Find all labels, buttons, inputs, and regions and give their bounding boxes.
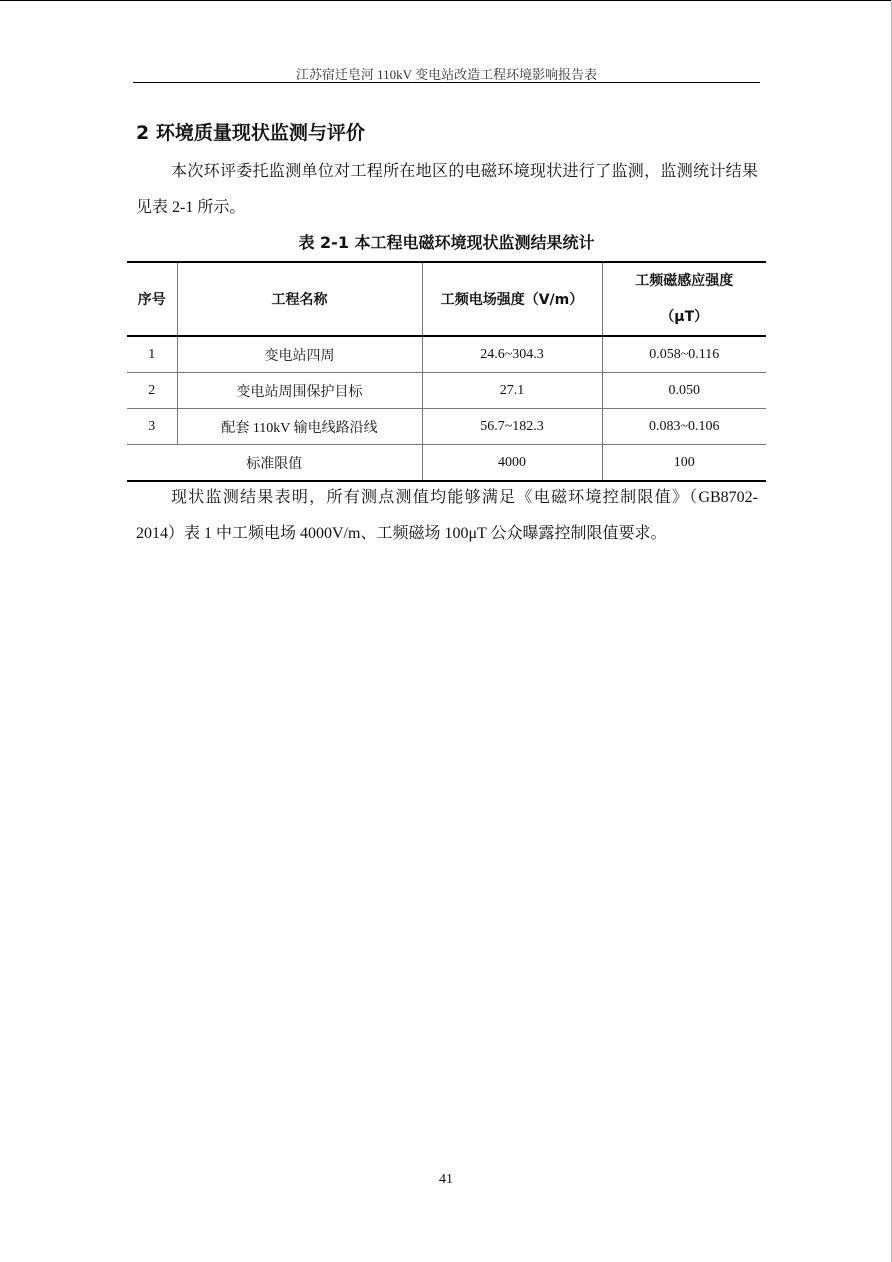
standard-limit-row (127, 445, 766, 482)
table-row (127, 409, 766, 445)
intro-paragraph: 本次环评委托监测单位对工程所在地区的电磁环境现状进行了监测，监测统计结果见表 2-1 所示。 (136, 163, 758, 216)
cell-project-name: 变电站四周 (177, 336, 422, 373)
header-magnetic-field (602, 262, 766, 336)
header-electric-field: 工频电场强度（V/m） (422, 262, 602, 336)
cell-project-name: 变电站周围保护目标 (177, 373, 422, 409)
monitoring-results-table (127, 261, 766, 482)
table-row (127, 373, 766, 409)
header-project-name: 工程名称 (177, 262, 422, 336)
cell-magnetic-field: 0.083~0.106 (602, 409, 766, 445)
page-top-border (0, 0, 892, 1)
conclusion-paragraph: 现状监测结果表明，所有测点测值均能够满足《电磁环境控制限值》（GB8702-2014）表 1 中工频电场 4000V/m、工频磁场 100μT 公众曝露控制限值要求。 (136, 489, 758, 542)
section-heading: 2 环境质量现状监测与评价 (136, 122, 365, 144)
header-magnetic-field-label: 工频磁感应强度 (635, 273, 734, 289)
cell-limit-magnetic-field: 100 (602, 445, 766, 482)
cell-electric-field: 56.7~182.3 (422, 409, 602, 445)
cell-index: 1 (127, 336, 177, 373)
header-index: 序号 (127, 262, 177, 336)
running-header: 江苏宿迁皂河 110kV 变电站改造工程环境影响报告表 (295, 67, 598, 82)
cell-magnetic-field: 0.050 (602, 373, 766, 409)
cell-limit-electric-field: 4000 (422, 445, 602, 482)
cell-electric-field: 24.6~304.3 (422, 336, 602, 373)
cell-index: 3 (127, 409, 177, 445)
header-magnetic-field-unit: （μT） (660, 309, 709, 325)
table-caption: 表 2-1 本工程电磁环境现状监测结果统计 (298, 233, 595, 252)
page-number: 41 (439, 1172, 453, 1187)
cell-limit-label: 标准限值 (127, 445, 422, 482)
cell-index: 2 (127, 373, 177, 409)
cell-project-name: 配套 110kV 输电线路沿线 (177, 409, 422, 445)
cell-magnetic-field: 0.058~0.116 (602, 336, 766, 373)
cell-electric-field: 27.1 (422, 373, 602, 409)
table-row (127, 336, 766, 373)
header-rule (133, 82, 760, 83)
table-header-row (127, 262, 766, 336)
